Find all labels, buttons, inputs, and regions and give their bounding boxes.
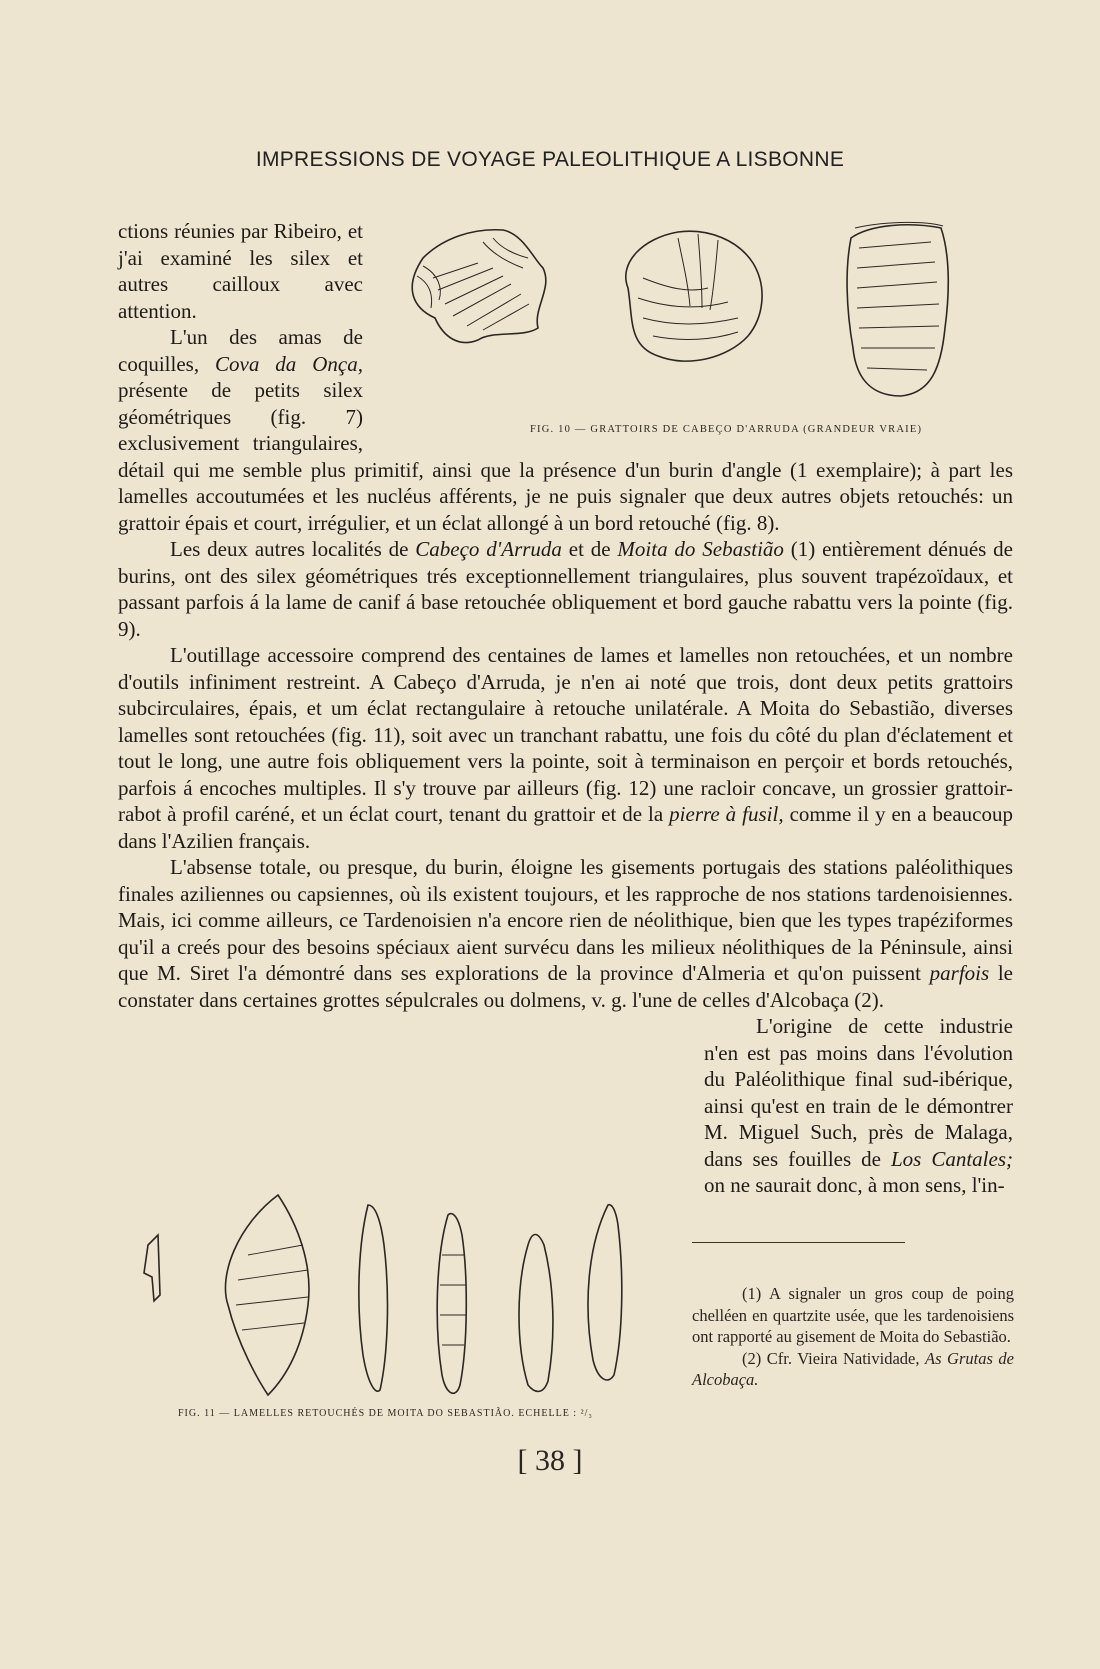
footnote-2: (2) Cfr. Vieira Natividade, As Grutas de Alcobaça.: [692, 1348, 1014, 1389]
figure-10: [383, 218, 1013, 444]
blade-5-illustration: [519, 1235, 553, 1392]
page-number: [ 38 ]: [517, 1444, 583, 1477]
paragraph-2: L'un des amas de coquilles, Cova da Onça, présente de petits silex géométriques (fig. 7) exclusivement triangulaires, détail qui me semble plus primitif, ainsi que la présence d'un burin d'angle (1 exemplaire); à part les lamelles accoutumées et les nucléus afférents, je ne puis signaler que deux autres objets retouchés: un grattoir épais et court, irrégulier, et un éclat allongé à un bord retouché (fig. 8).: [118, 325, 1013, 535]
fig11-drawing: [118, 1185, 684, 1415]
footnote-1: (1) A signaler un gros coup de poing chelléen en quartzite usée, que les tardenoisiens ont rapporté au gisement de Moita do Sebastião.: [692, 1284, 1014, 1346]
paragraph-3: Les deux autres localités de Cabeço d'Arruda et de Moita do Sebastião (1) entièrement dénués de burins, ont des silex géométriques trés exceptionnellement triangulaires, plus souvent trapézoïdaux, et passant parfois á la lame de canif á base retouchée obliquement et bord gauche rabattu vers la pointe (fig. 9).: [118, 537, 1014, 641]
figure-11: [118, 1065, 684, 1485]
blade-6-illustration: [588, 1205, 622, 1380]
blade-2-illustration: [225, 1195, 309, 1395]
fig10-caption: FIG. 10 — GRATTOIRS DE CABEÇO D'ARRUDA (GRANDEUR VRAIE): [530, 424, 923, 435]
scraper-2-illustration: [626, 231, 762, 361]
fig10-drawing: [383, 218, 1013, 418]
paragraph-1: ctions réunies par Ribeiro, et j'ai examiné les silex et autres cailloux avec attention.: [118, 219, 363, 323]
footnotes: [692, 1283, 1014, 1391]
paragraph-6: L'origine de cette industrie n'en est pas moins dans l'évolution du Paléolithique final sud-ibérique, ainsi qu'est en train de le démontrer M. Miguel Such, près de Malaga, dans ses fouilles de Los Cantales; on ne saurait donc, à mon sens, l'in-: [704, 1014, 1013, 1197]
blade-1-illustration: [144, 1235, 160, 1301]
scraper-3-illustration: [847, 222, 948, 396]
running-head: IMPRESSIONS DE VOYAGE PALEOLITHIQUE A LISBONNE: [255, 148, 845, 171]
paragraph-5: L'absense totale, ou presque, du burin, éloigne les gisements portugais des stations paléolithiques finales aziliennes ou capsiennes, où ils existent toujours, et les rapproche de nos stations tardenoisiennes. Mais, ici comme ailleurs, ce Tardenoisien n'a encore rien de néolithique, bien que les types trapéziformes qu'il a creés pour des besoins spéciaux aient survécu dans les milieux néolithiques de la Péninsule, ainsi que M. Siret l'a démontré dans ses explorations de la province d'Almeria et qu'on puissent parfois le constater dans certaines grottes sépulcrales ou dolmens, v. g. l'une de celles d'Alcobaça (2).: [118, 855, 1013, 1012]
footnote-rule: [692, 1242, 905, 1243]
fig11-caption: FIG. 11 — LAMELLES RETOUCHÉS DE MOITA DO SEBASTIÃO. ECHELLE : ²/₃: [178, 1408, 593, 1419]
paragraph-4: L'outillage accessoire comprend des centaines de lames et lamelles non retouchées, et un nombre d'outils infiniment restreint. A Cabeço d'Arruda, je n'en ai noté que trois, dont deux petits grattoirs subcirculaires, épais, et um éclat rectangulaire à retouche unilatérale. A Moita do Sebastião, diverses lamelles sont retouchées (fig. 11), soit avec un tranchant rabattu, une fois du côté du plan d'éclatement et tout le long, une autre fois obliquement vers la pointe, soit à terminaison en perçoir et bords retouchés, parfois á encoches multiples. Il s'y trouve par ailleurs (fig. 12) une racloir concave, un grossier grattoir-rabot à profil caréné, et un éclat court, tenant du grattoir et de la pierre à fusil, comme il y en a beaucoup dans l'Azilien français.: [118, 643, 1013, 853]
blade-3-illustration: [359, 1205, 388, 1391]
blade-4-illustration: [437, 1214, 466, 1394]
scraper-1-illustration: [412, 230, 546, 343]
